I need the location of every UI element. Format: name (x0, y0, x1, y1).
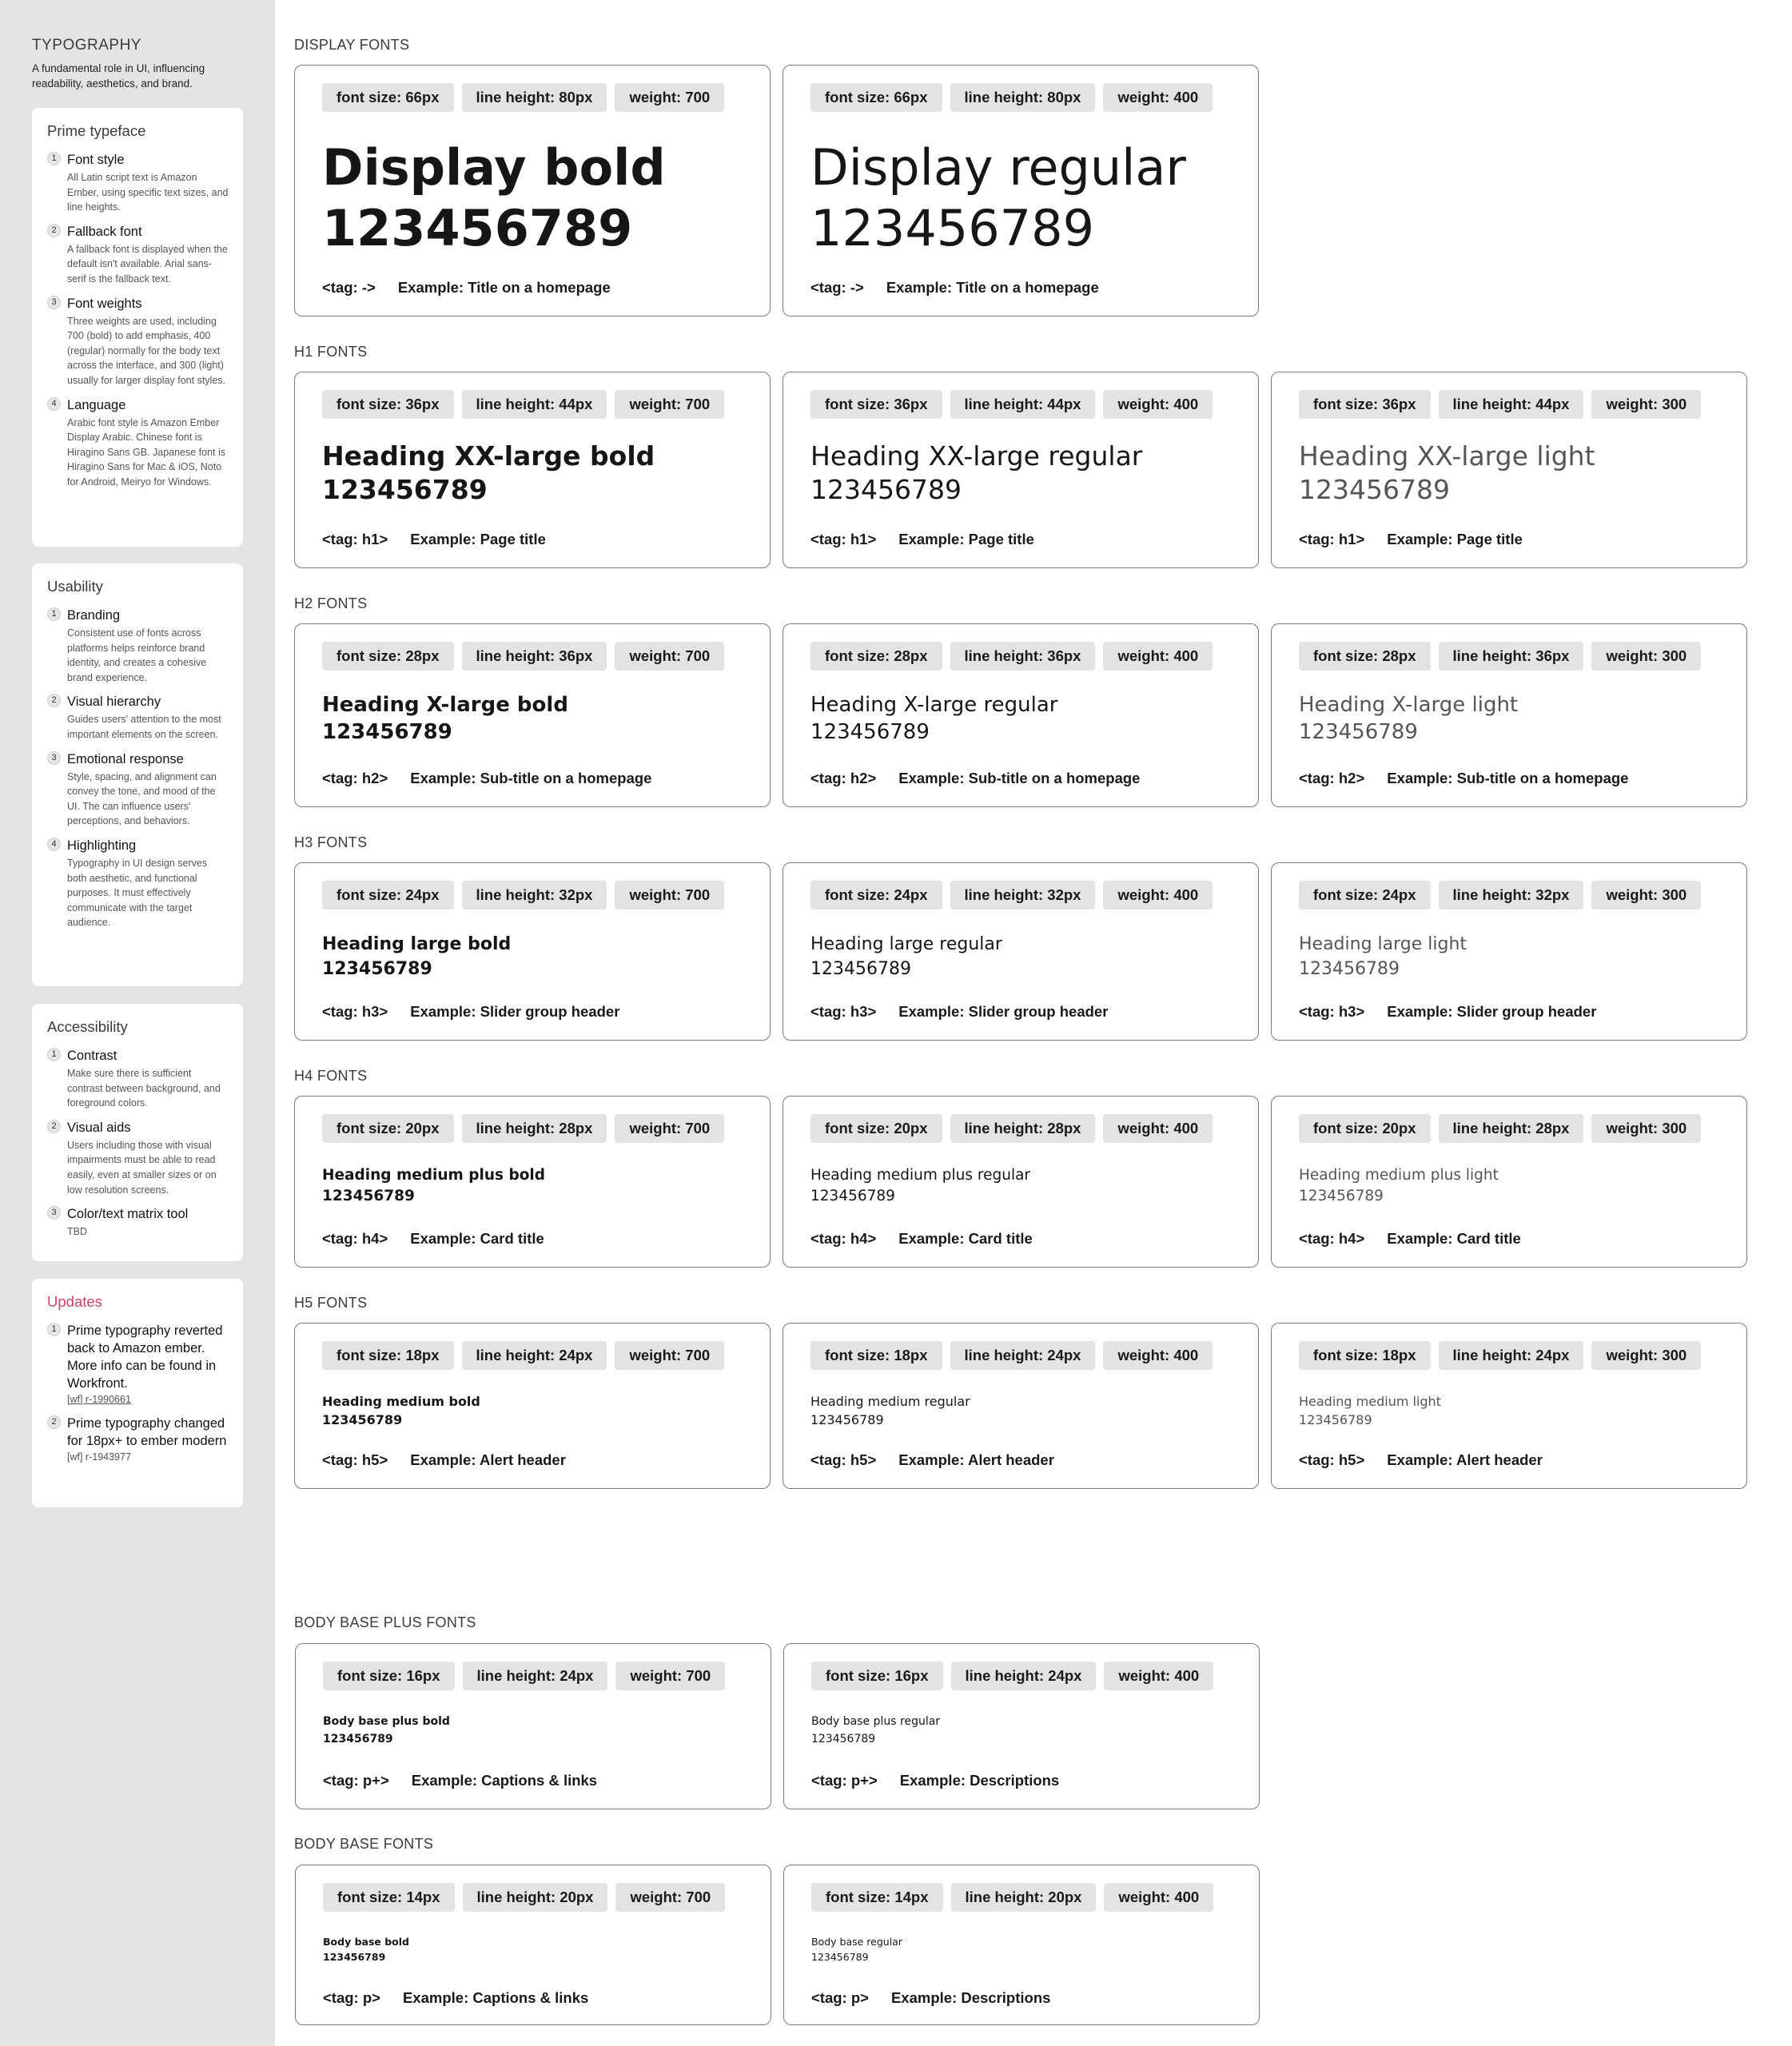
example-label: Example: Sub-title on a homepage (898, 770, 1141, 786)
weight-chip: weight: 700 (615, 390, 724, 419)
sidebar-item (47, 151, 229, 215)
font-size-chip: font size: 20px (322, 1114, 454, 1143)
font-size-chip: font size: 24px (322, 881, 454, 910)
sidebar-item (47, 396, 229, 490)
number-badge: 1 (47, 607, 61, 621)
tag-label: <tag: h3> (1299, 1003, 1365, 1020)
number-badge: 2 (47, 1415, 61, 1429)
type-card-body-bold (295, 1865, 771, 2025)
weight-chip: weight: 300 (1591, 1114, 1701, 1143)
font-size-chip: font size: 14px (811, 1883, 943, 1912)
example-label: Example: Page title (898, 531, 1034, 547)
tag-label: <tag: h2> (1299, 770, 1365, 786)
type-sample: Display regular 123456789 (810, 138, 1186, 257)
type-card-h4-bold (294, 1096, 771, 1268)
example-label: Example: Title on a homepage (886, 279, 1099, 296)
example-label: Example: Alert header (410, 1451, 566, 1468)
type-card-h2-bold (294, 623, 771, 807)
sidebar-item (47, 1205, 229, 1240)
number-badge: 4 (47, 838, 61, 851)
line-height-chip: line height: 20px (951, 1883, 1097, 1912)
type-sample: Heading XX-large light 123456789 (1299, 440, 1595, 505)
type-sample: Heading medium regular 123456789 (810, 1394, 970, 1427)
type-sample: Heading X-large light 123456789 (1299, 693, 1519, 744)
weight-chip: weight: 300 (1591, 642, 1701, 671)
type-card-h4-regular (783, 1096, 1259, 1268)
example-label: Example: Descriptions (899, 1772, 1060, 1789)
sidebar-item (47, 295, 229, 388)
line-height-chip: line height: 44px (1439, 390, 1584, 419)
sidebar-item-desc: Users including those with visual impairments must be able to read easily, even at smaller sizes or on low resolution screens. (67, 1139, 217, 1196)
section-title-h1: H1 FONTS (294, 344, 368, 360)
sidebar-item-title: Language (67, 397, 126, 412)
sidebar-item (47, 223, 229, 287)
type-card-h1-light (1271, 372, 1747, 568)
weight-chip: weight: 700 (615, 1341, 724, 1370)
example-label: Example: Page title (1387, 531, 1523, 547)
sidebar-card-accessibility (32, 1004, 243, 1261)
tag-label: <tag: h1> (322, 531, 388, 547)
number-badge: 3 (47, 1206, 61, 1220)
sidebar (0, 0, 275, 2046)
type-card-h3-regular (783, 862, 1259, 1041)
font-size-chip: font size: 28px (810, 642, 942, 671)
line-height-chip: line height: 24px (951, 1662, 1097, 1690)
example-label: Example: Slider group header (1387, 1003, 1597, 1020)
type-sample: Heading X-large regular 123456789 (810, 693, 1058, 744)
type-sample: Display bold 123456789 (322, 138, 666, 257)
sidebar-item-title: Prime typography changed for 18px+ to ember modern (67, 1416, 227, 1448)
line-height-chip: line height: 36px (950, 642, 1096, 671)
sidebar-item (47, 693, 229, 742)
weight-chip: weight: 400 (1104, 1662, 1213, 1690)
number-badge: 2 (47, 224, 61, 237)
line-height-chip: line height: 36px (1439, 642, 1584, 671)
tag-label: <tag: h4> (1299, 1230, 1365, 1247)
sidebar-item-title: Branding (67, 608, 121, 623)
number-badge: 2 (47, 694, 61, 707)
font-size-chip: font size: 28px (1299, 642, 1431, 671)
workfront-link[interactable]: [wf] r-1990661 (67, 1394, 131, 1405)
font-size-chip: font size: 36px (322, 390, 454, 419)
number-badge: 1 (47, 1048, 61, 1061)
example-label: Example: Captions & links (411, 1772, 598, 1789)
line-height-chip: line height: 28px (950, 1114, 1096, 1143)
type-card-h1-bold (294, 372, 771, 568)
line-height-chip: line height: 28px (1439, 1114, 1584, 1143)
number-badge: 1 (47, 152, 61, 165)
line-height-chip: line height: 80px (950, 83, 1096, 112)
sidebar-item (47, 1119, 229, 1197)
example-label: Example: Alert header (1387, 1451, 1543, 1468)
line-height-chip: line height: 44px (462, 390, 607, 419)
type-sample: Heading large light 123456789 (1299, 934, 1467, 979)
section-title-h3: H3 FONTS (294, 834, 368, 850)
line-height-chip: line height: 24px (463, 1662, 608, 1690)
type-card-body-plus-regular (783, 1643, 1260, 1809)
font-size-chip: font size: 66px (810, 83, 942, 112)
type-sample: Body base plus regular 123456789 (811, 1715, 941, 1745)
section-title-h5: H5 FONTS (294, 1295, 368, 1311)
example-label: Example: Captions & links (402, 1989, 589, 2006)
sidebar-item-title: Highlighting (67, 838, 137, 853)
type-card-h3-light (1271, 862, 1747, 1041)
sidebar-item-title: Color/text matrix tool (67, 1207, 189, 1222)
tag-label: <tag: -> (810, 279, 864, 296)
type-sample: Body base regular 123456789 (811, 1936, 902, 1963)
sidebar-item-title: Font weights (67, 296, 142, 311)
type-sample: Body base plus bold 123456789 (323, 1715, 450, 1745)
sidebar-item-desc: Style, spacing, and alignment can convey the tone, and mood of the UI. The can influence users' perceptions, and behaviors. (67, 770, 217, 827)
section-title-body-base-plus: BODY BASE PLUS FONTS (294, 1614, 476, 1630)
line-height-chip: line height: 32px (950, 881, 1096, 910)
type-sample: Heading X-large bold 123456789 (322, 693, 568, 744)
weight-chip: weight: 700 (615, 1114, 724, 1143)
type-card-h5-light (1271, 1323, 1747, 1489)
sidebar-card-updates (32, 1279, 243, 1507)
tag-label: <tag: h3> (322, 1003, 388, 1020)
font-size-chip: font size: 18px (810, 1341, 942, 1370)
type-card-display-bold (294, 65, 771, 316)
example-label: Example: Descriptions (890, 1989, 1051, 2006)
line-height-chip: line height: 24px (950, 1341, 1096, 1370)
section-title-h2: H2 FONTS (294, 595, 368, 611)
weight-chip: weight: 400 (1103, 390, 1213, 419)
weight-chip: weight: 700 (615, 83, 724, 112)
tag-label: <tag: h1> (810, 531, 877, 547)
number-badge: 3 (47, 296, 61, 309)
weight-chip: weight: 400 (1103, 83, 1213, 112)
sidebar-item-desc: Three weights are used, including 700 (bold) to add emphasis, 400 (regular) normally for the body text across the interface, and 300 (light) usually for larger display font styles. (67, 315, 226, 386)
tag-label: <tag: h4> (810, 1230, 877, 1247)
sidebar-title: TYPOGRAPHY (32, 37, 141, 54)
sidebar-item-title: Visual hierarchy (67, 695, 161, 710)
type-card-h2-light (1271, 623, 1747, 807)
tag-label: <tag: h3> (810, 1003, 877, 1020)
weight-chip: weight: 400 (1104, 1883, 1213, 1912)
type-sample: Heading medium bold 123456789 (322, 1394, 480, 1427)
sidebar-item-desc: Consistent use of fonts across platforms helps reinforce brand identity, and creates a cohesive brand experience. (67, 627, 207, 683)
tag-label: <tag: h4> (322, 1230, 388, 1247)
sidebar-item-desc: A fallback font is displayed when the default isn't available. Arial sans-serif is the fallback text. (67, 243, 228, 285)
line-height-chip: line height: 32px (462, 881, 607, 910)
example-label: Example: Title on a homepage (397, 279, 611, 296)
type-sample: Heading medium light 123456789 (1299, 1394, 1441, 1427)
type-sample: Heading large regular 123456789 (810, 934, 1002, 979)
sidebar-item-desc: All Latin script text is Amazon Ember, using specific text sizes, and line heights. (67, 172, 229, 213)
line-height-chip: line height: 36px (462, 642, 607, 671)
line-height-chip: line height: 24px (1439, 1341, 1584, 1370)
tag-label: <tag: h5> (322, 1451, 388, 1468)
sidebar-item (47, 1322, 229, 1407)
tag-label: <tag: h5> (1299, 1451, 1365, 1468)
font-size-chip: font size: 66px (322, 83, 454, 112)
number-badge: 1 (47, 1323, 61, 1336)
font-size-chip: font size: 16px (811, 1662, 943, 1690)
tag-label: <tag: h1> (1299, 531, 1365, 547)
example-label: Example: Page title (410, 531, 546, 547)
example-label: Example: Alert header (898, 1451, 1054, 1468)
sidebar-item-desc: Make sure there is sufficient contrast between background, and foreground colors. (67, 1068, 221, 1109)
line-height-chip: line height: 44px (950, 390, 1096, 419)
type-sample: Heading medium plus light 123456789 (1299, 1167, 1499, 1204)
sidebar-card-title: Prime typeface (47, 122, 146, 139)
sidebar-card-title: Usability (47, 578, 103, 595)
font-size-chip: font size: 18px (1299, 1341, 1431, 1370)
sidebar-item-title: Prime typography reverted back to Amazon ember. More info can be found in Workfront. (67, 1324, 223, 1391)
weight-chip: weight: 700 (615, 881, 724, 910)
line-height-chip: line height: 24px (462, 1341, 607, 1370)
font-size-chip: font size: 24px (810, 881, 942, 910)
type-card-h5-regular (783, 1323, 1259, 1489)
section-title-body-base: BODY BASE FONTS (294, 1836, 434, 1852)
sidebar-item (47, 607, 229, 685)
weight-chip: weight: 400 (1103, 881, 1213, 910)
sidebar-item (47, 1415, 229, 1464)
font-size-chip: font size: 20px (810, 1114, 942, 1143)
font-size-chip: font size: 24px (1299, 881, 1431, 910)
example-label: Example: Card title (410, 1230, 544, 1247)
example-label: Example: Card title (1387, 1230, 1521, 1247)
type-sample: Heading large bold 123456789 (322, 934, 512, 979)
sidebar-item-title: Fallback font (67, 224, 142, 239)
weight-chip: weight: 300 (1591, 390, 1701, 419)
font-size-chip: font size: 36px (810, 390, 942, 419)
font-size-chip: font size: 18px (322, 1341, 454, 1370)
font-size-chip: font size: 20px (1299, 1114, 1431, 1143)
line-height-chip: line height: 80px (462, 83, 607, 112)
weight-chip: weight: 400 (1103, 1341, 1213, 1370)
tag-label: <tag: p+> (323, 1772, 389, 1789)
type-sample: Heading XX-large bold 123456789 (322, 440, 655, 505)
tag-label: <tag: h5> (810, 1451, 877, 1468)
weight-chip: weight: 700 (615, 1883, 725, 1912)
type-card-h5-bold (294, 1323, 771, 1489)
sidebar-item-title: Contrast (67, 1049, 117, 1063)
line-height-chip: line height: 20px (463, 1883, 608, 1912)
example-label: Example: Card title (898, 1230, 1033, 1247)
weight-chip: weight: 700 (615, 642, 724, 671)
type-card-h2-regular (783, 623, 1259, 807)
sidebar-item-desc: TBD (67, 1226, 87, 1238)
sidebar-subtitle: A fundamental role in UI, influencing readability, aesthetics, and brand. (32, 62, 205, 90)
weight-chip: weight: 300 (1591, 1341, 1701, 1370)
sidebar-item-desc: Arabic font style is Amazon Ember Display Arabic. Chinese font is Hiragino Sans GB. Japanese font is Hiragino Sans for Mac & iOS, Noto for Android, Meiryo for Windows. (67, 416, 226, 488)
sidebar-item (47, 837, 229, 930)
sidebar-item-desc: Typography in UI design serves both aesthetic, and functional purposes. It must effectively communicate with the target audience. (67, 857, 208, 929)
section-title-h4: H4 FONTS (294, 1068, 368, 1084)
sidebar-item (47, 1047, 229, 1111)
type-sample: Heading medium plus bold 123456789 (322, 1167, 545, 1204)
sidebar-item (47, 750, 229, 829)
tag-label: <tag: -> (322, 279, 376, 296)
font-size-chip: font size: 28px (322, 642, 454, 671)
tag-label: <tag: h2> (322, 770, 388, 786)
type-card-h3-bold (294, 862, 771, 1041)
type-card-display-regular (783, 65, 1259, 316)
type-card-h1-regular (783, 372, 1259, 568)
sidebar-item-title: Font style (67, 153, 125, 167)
example-label: Example: Slider group header (410, 1003, 620, 1020)
weight-chip: weight: 400 (1103, 642, 1213, 671)
font-size-chip: font size: 14px (323, 1883, 455, 1912)
line-height-chip: line height: 32px (1439, 881, 1584, 910)
sidebar-card-title: Accessibility (47, 1018, 128, 1035)
weight-chip: weight: 400 (1103, 1114, 1213, 1143)
sidebar-card-usability (32, 563, 243, 986)
example-label: Example: Slider group header (898, 1003, 1109, 1020)
tag-label: <tag: p> (811, 1989, 869, 2006)
font-size-chip: font size: 36px (1299, 390, 1431, 419)
example-label: Example: Sub-title on a homepage (410, 770, 652, 786)
tag-label: <tag: h2> (810, 770, 877, 786)
type-sample: Body base bold 123456789 (323, 1936, 409, 1963)
sidebar-card-prime-typeface (32, 108, 243, 547)
weight-chip: weight: 700 (615, 1662, 725, 1690)
sidebar-item-title: Visual aids (67, 1120, 131, 1135)
example-label: Example: Sub-title on a homepage (1387, 770, 1629, 786)
line-height-chip: line height: 28px (462, 1114, 607, 1143)
workfront-ref: [wf] r-1943977 (67, 1451, 131, 1463)
type-sample: Heading medium plus regular 123456789 (810, 1167, 1031, 1204)
number-badge: 4 (47, 397, 61, 411)
weight-chip: weight: 300 (1591, 881, 1701, 910)
number-badge: 3 (47, 751, 61, 765)
tag-label: <tag: p+> (811, 1772, 878, 1789)
number-badge: 2 (47, 1120, 61, 1133)
tag-label: <tag: p> (323, 1989, 380, 2006)
type-card-body-plus-bold (295, 1643, 771, 1809)
sidebar-card-title: Updates (47, 1293, 102, 1310)
sidebar-item-desc: Guides users' attention to the most important elements on the screen. (67, 714, 221, 740)
type-sample: Heading XX-large regular 123456789 (810, 440, 1143, 505)
type-card-body-regular (783, 1865, 1260, 2025)
sidebar-item-title: Emotional response (67, 751, 184, 766)
section-title-display: DISPLAY FONTS (294, 37, 410, 53)
font-size-chip: font size: 16px (323, 1662, 455, 1690)
type-card-h4-light (1271, 1096, 1747, 1268)
